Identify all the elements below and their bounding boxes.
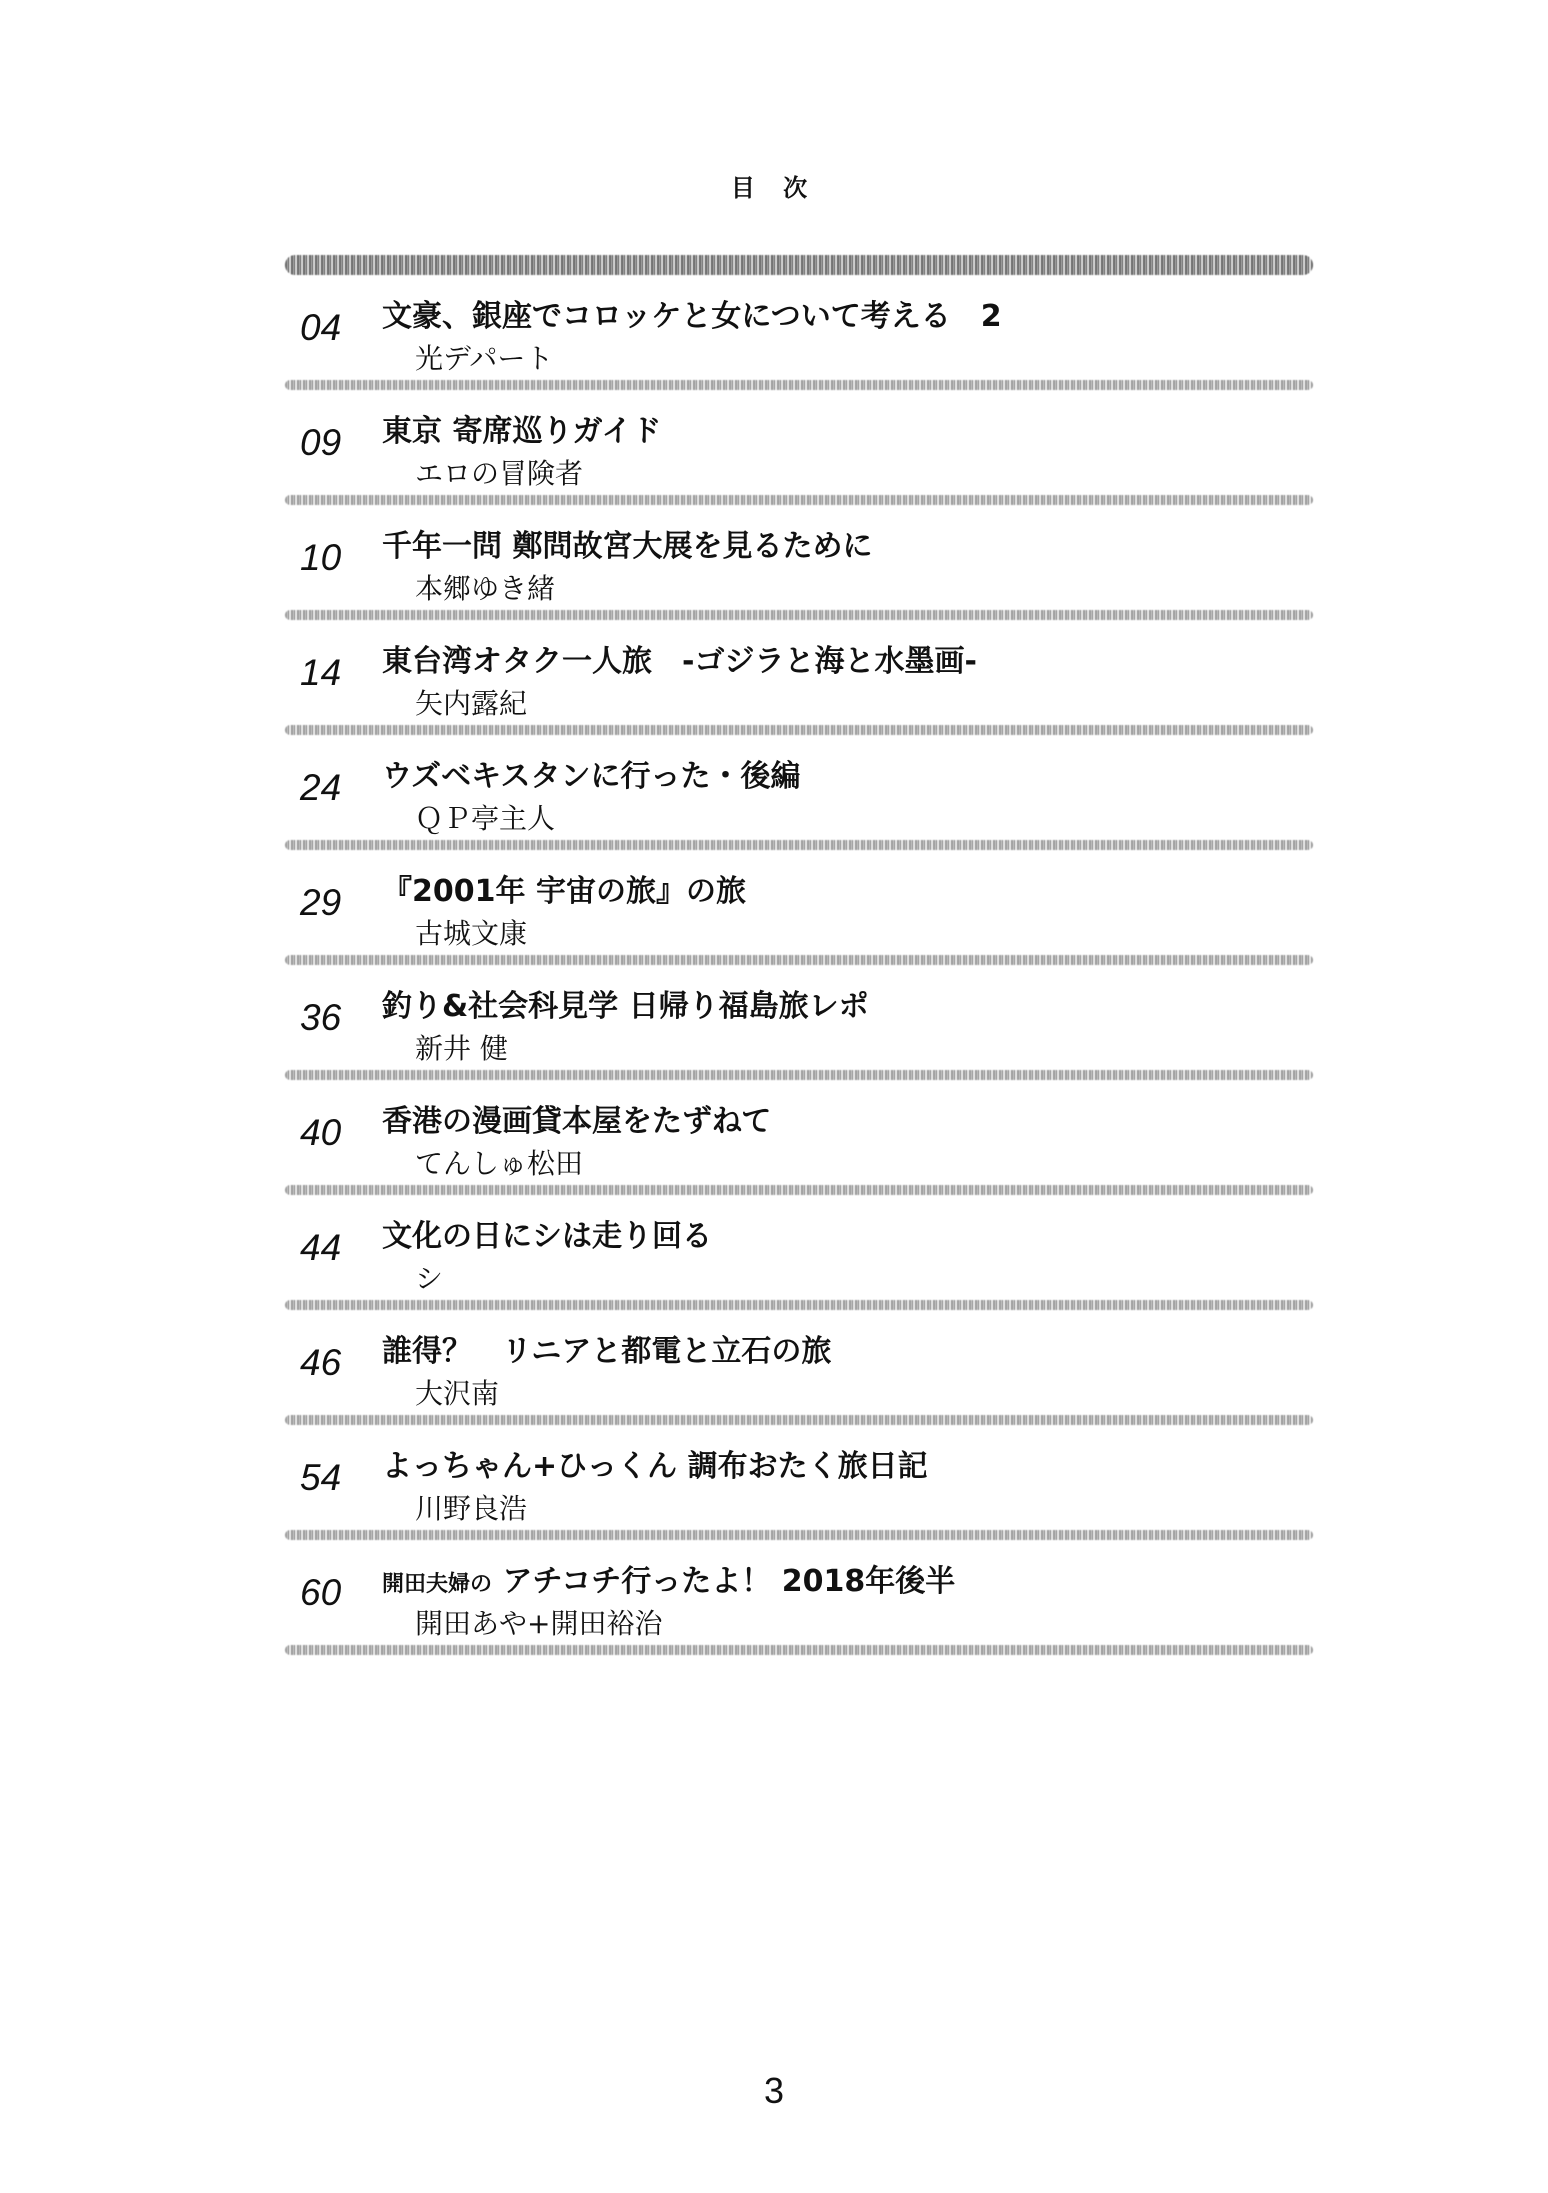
divider-rule [285, 1530, 1313, 1540]
toc-entry[interactable] [285, 850, 1313, 955]
entry-author: シ [415, 1262, 444, 1295]
toc-entry[interactable] [285, 735, 1313, 840]
entry-author: 古城文康 [415, 917, 528, 950]
toc-entry[interactable] [285, 275, 1313, 380]
entry-title-prefix: 開田夫婦の [382, 1572, 493, 1597]
toc-entry[interactable] [285, 965, 1313, 1070]
entry-page-number: 54 [300, 1457, 342, 1498]
entry-author: ＱＰ亭主人 [415, 802, 556, 835]
entry-page-number: 09 [300, 422, 342, 463]
entry-title: 香港の漫画貸本屋をたずねて [382, 1104, 772, 1139]
toc-entry[interactable] [285, 1425, 1313, 1530]
divider-rule [285, 725, 1313, 735]
divider-rule [285, 1300, 1313, 1310]
entry-author: 開田あや+開田裕治 [415, 1607, 663, 1640]
entry-author: エロの冒険者 [415, 457, 584, 490]
toc-entry[interactable] [285, 505, 1313, 610]
entry-author: 大沢南 [415, 1377, 500, 1410]
entry-page-number: 04 [300, 307, 342, 348]
entry-author: 本郷ゆき緒 [415, 572, 556, 605]
divider-rule [285, 1070, 1313, 1080]
entry-title: 東台湾オタク一人旅 -ゴジラと海と水墨画- [382, 644, 977, 679]
divider-rule [285, 1185, 1313, 1195]
entry-page-number: 24 [300, 767, 342, 808]
entry-page-number: 10 [300, 537, 342, 578]
toc-entry[interactable] [285, 1195, 1313, 1300]
entry-title [382, 1556, 955, 1600]
entry-title: 文豪、銀座でコロッケと女について考える 2 [382, 299, 1002, 334]
entry-title: よっちゃん+ひっくん 調布おたく旅日記 [382, 1449, 928, 1484]
entry-title: 千年一問 鄭問故宮大展を見るために [382, 529, 873, 564]
entry-author: 光デパート [415, 342, 554, 375]
divider-rule [285, 840, 1313, 850]
entry-title: ウズベキスタンに行った・後編 [382, 759, 801, 794]
entry-author: 川野良浩 [415, 1492, 528, 1525]
entry-title: 誰得？ リニアと都電と立石の旅 [382, 1334, 832, 1369]
toc-entry[interactable] [285, 1080, 1313, 1185]
entry-author: てんしゅ松田 [415, 1147, 584, 1180]
toc-entry[interactable] [285, 390, 1313, 495]
entry-author: 新井 健 [415, 1032, 508, 1065]
entry-title: 『2001年 宇宙の旅』の旅 [382, 874, 746, 909]
entry-author: 矢内露紀 [415, 687, 528, 720]
divider-rule [285, 1645, 1313, 1655]
toc-entry[interactable] [285, 1540, 1313, 1645]
entry-title: 釣り&社会科見学 日帰り福島旅レポ [382, 989, 869, 1024]
toc-entry[interactable] [285, 1310, 1313, 1415]
entry-title: 東京 寄席巡りガイド [382, 414, 662, 449]
toc-entry[interactable] [285, 620, 1313, 725]
divider-rule [285, 380, 1313, 390]
table-of-contents [285, 255, 1313, 1655]
divider-rule [285, 1415, 1313, 1425]
entry-page-number: 60 [300, 1572, 342, 1613]
divider-rule [285, 495, 1313, 505]
entry-page-number: 44 [300, 1227, 342, 1268]
entry-title: 文化の日にシは走り回る [382, 1219, 712, 1254]
footer-page-number: 3 [763, 2070, 785, 2111]
divider-rule [285, 255, 1313, 275]
entry-page-number: 29 [300, 882, 342, 923]
page-title: 目 次 [730, 174, 818, 202]
divider-rule [285, 610, 1313, 620]
entry-page-number: 46 [300, 1342, 342, 1383]
entry-title-main: アチコチ行ったよ！ 2018年後半 [492, 1564, 956, 1599]
entry-page-number: 40 [300, 1112, 342, 1153]
entry-page-number: 36 [300, 997, 342, 1038]
divider-rule [285, 955, 1313, 965]
entry-page-number: 14 [300, 652, 342, 693]
